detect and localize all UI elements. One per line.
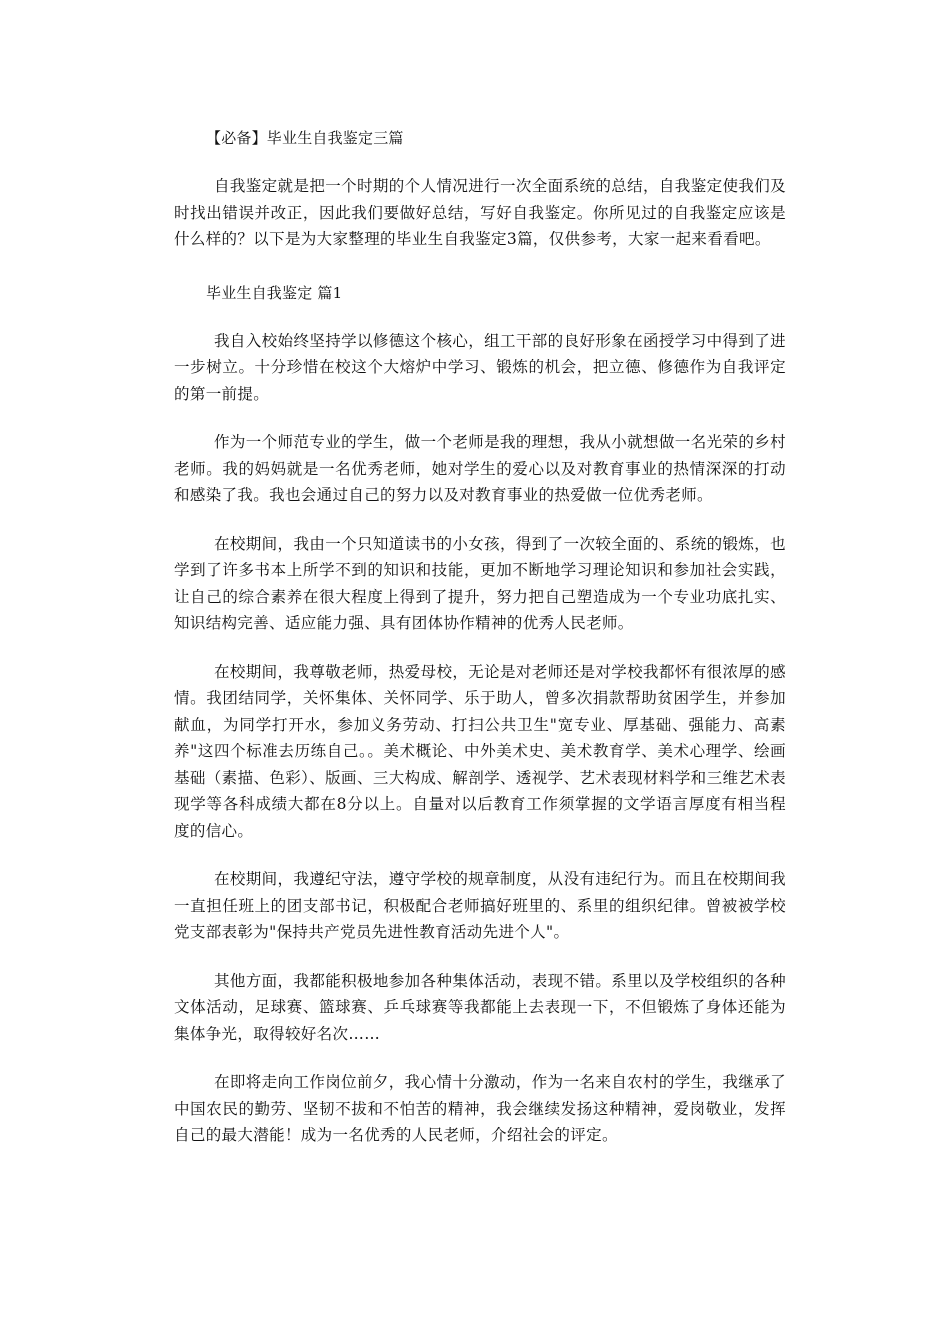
body-paragraph-6: 其他方面，我都能积极地参加各种集体活动，表现不错。系里以及学校组织的各种文体活动，足球赛、篮球赛、乒乓球赛等我都能上去表现一下，不但锻炼了身体还能为集体争光，取得较好名次……: [174, 971, 786, 1043]
body-paragraph-7: 在即将走向工作岗位前夕，我心情十分激动，作为一名来自农村的学生，我继承了中国农民的勤劳、坚韧不拔和不怕苦的精神，我会继续发扬这种精神，爱岗敬业，发挥自己的最大潜能！成为一名优秀的人民老师，介绍社会的评定。: [174, 1073, 786, 1144]
body-paragraph-4: 在校期间，我尊敬老师，热爱母校，无论是对老师还是对学校我都怀有很浓厚的感情。我团结同学，关怀集体、关怀同学、乐于助人，曾多次捐款帮助贫困学生，并参加献血，为同学打开水，参加义务劳动、打扫公共卫生"宽专业、厚基础、强能力、高素养"这四个标准去历练自己。。美术概论、中外美术史、美术教育学、美术心理学、绘画基础（素描、色彩）、版画、三大构成、解剖学、透视学、艺术表现材料学和三维艺术表现学等各科成绩大都在8分以上。自量对以后教育工作须掌握的文学语言厚度有相当程度的信心。: [174, 662, 786, 840]
body-paragraph-1: 我自入校始终坚持学以修德这个核心，组工干部的良好形象在函授学习中得到了进一步树立。十分珍惜在校这个大熔炉中学习、锻炼的机会，把立德、修德作为自我评定的第一前提。: [174, 331, 786, 403]
body-paragraph-5: 在校期间，我遵纪守法，遵守学校的规章制度，从没有违纪行为。而且在校期间我一直担任班上的团支部书记，积极配合老师搞好班里的、系里的组织纪律。曾被被学校党支部表彰为"保持共产党员先进性教育活动先进个人"。: [174, 870, 786, 941]
document-body: [174, 124, 786, 1149]
document-title: 【必备】毕业生自我鉴定三篇: [206, 129, 404, 147]
intro-paragraph: 自我鉴定就是把一个时期的个人情况进行一次全面系统的总结，自我鉴定使我们及时找出错误并改正，因此我们要做好总结，写好自我鉴定。你所见过的自我鉴定应该是什么样的？以下是为大家整理的毕业生自我鉴定3篇，仅供参考，大家一起来看看吧。: [174, 177, 786, 248]
section-heading: 毕业生自我鉴定 篇1: [206, 283, 343, 302]
body-paragraph-2: 作为一个师范专业的学生，做一个老师是我的理想，我从小就想做一名光荣的乡村老师。我的妈妈就是一名优秀老师，她对学生的爱心以及对教育事业的热情深深的打动和感染了我。我也会通过自己的努力以及对教育事业的热爱做一位优秀老师。: [174, 433, 786, 504]
body-paragraph-3: 在校期间，我由一个只知道读书的小女孩，得到了一次较全面的、系统的锻炼，也学到了许多书本上所学不到的知识和技能，更加不断地学习理论知识和参加社会实践，让自己的综合素养在很大程度上得到了提升，努力把自己塑造成为一个专业功底扎实、知识结构完善、适应能力强、具有团体协作精神的优秀人民老师。: [174, 534, 786, 632]
